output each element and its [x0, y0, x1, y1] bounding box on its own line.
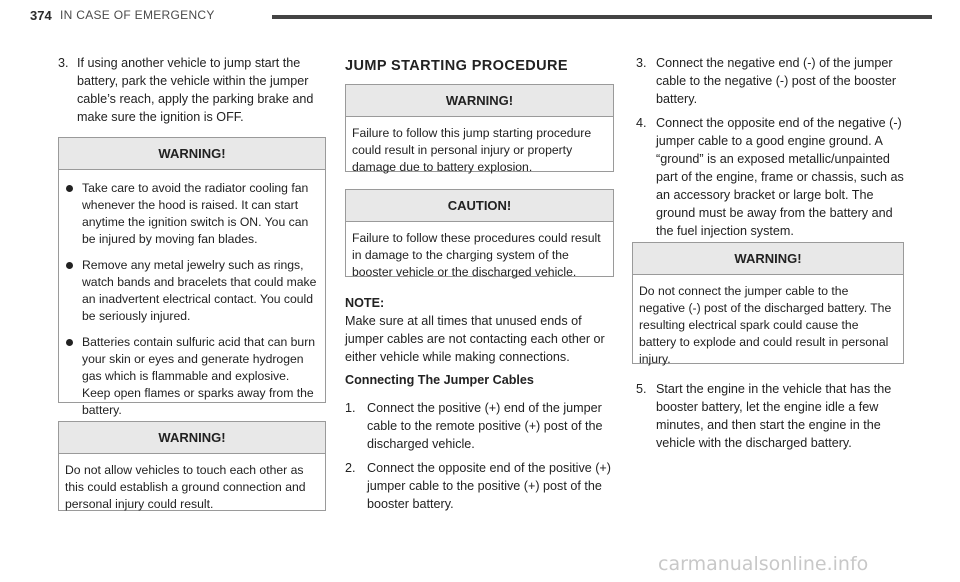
- step-text: Start the engine in the vehicle that has the booster battery, let the engine idle a few minutes, and then start the engine in the vehicle with the discharged battery.: [656, 382, 892, 450]
- section-heading: JUMP STARTING PROCEDURE: [345, 58, 568, 74]
- step-2-connect-positive-booster: [345, 459, 617, 513]
- warning-box-procedure: [345, 84, 614, 172]
- step-number: 2.: [345, 461, 356, 475]
- step-1-connect-positive: [345, 399, 617, 453]
- step-3-park: [58, 54, 328, 126]
- step-number: 1.: [345, 401, 356, 415]
- warning-bullet: Remove any metal jewelry such as rings, watch bands and bracelets that could make an inadvertent electrical contact. You could be seriously injured.: [65, 257, 319, 325]
- caution-box: [345, 189, 614, 277]
- watermark: carmanualsonline.info: [658, 553, 869, 575]
- warning-box-touch: [58, 421, 326, 511]
- warning-title: WARNING!: [59, 138, 325, 170]
- warning-bullet: Batteries contain sulfuric acid that can burn your skin or eyes and generate hydrogen gas which is flammable and explosive. Keep open flames or sparks away from the battery.: [65, 334, 319, 419]
- page-header: [30, 6, 902, 28]
- subheading: Connecting The Jumper Cables: [345, 373, 534, 387]
- warning-title: WARNING!: [346, 85, 613, 117]
- step-text: Connect the opposite end of the positive (+) jumper cable to the positive (+) post of the booster battery.: [367, 461, 611, 511]
- section-title: IN CASE OF EMERGENCY: [60, 8, 215, 22]
- warning-text: Do not allow vehicles to touch each other as this could establish a ground connection and personal injury could result.: [65, 463, 306, 511]
- step-5-start-engine: [636, 380, 904, 452]
- step-number: 5.: [636, 382, 647, 396]
- note-text: Make sure at all times that unused ends of jumper cables are not contacting each other or either vehicle while making connections.: [345, 314, 605, 364]
- step-4-ground: [636, 114, 904, 240]
- note: [345, 294, 617, 366]
- note-label: NOTE:: [345, 296, 385, 310]
- warning-bullet: Take care to avoid the radiator cooling fan whenever the hood is raised. It can start anytime the ignition switch is ON. You can be injured by moving fan blades.: [65, 180, 319, 248]
- warning-text: Do not connect the jumper cable to the negative (-) post of the discharged battery. The resulting electrical spark could cause the battery to explode and could result in personal injury.: [639, 284, 892, 366]
- step-number: 4.: [636, 116, 647, 130]
- step-text: Connect the opposite end of the negative (-) jumper cable to a good engine ground. A “ground” is an exposed metallic/unpainted part of the engine, frame or chassis, such as an accessory bracket or large bolt. The ground must be away from the battery and the fuel injection system.: [656, 116, 904, 238]
- page-number: 374: [30, 8, 52, 23]
- step-text: Connect the negative end (-) of the jumper cable to the negative (-) post of the booster battery.: [656, 56, 897, 106]
- header-rule: [272, 15, 932, 19]
- warning-box-fan: [58, 137, 326, 417]
- warning-title: WARNING!: [633, 243, 903, 275]
- caution-text: Failure to follow these procedures could result in damage to the charging system of the booster vehicle or the discharged vehicle.: [352, 231, 601, 279]
- warning-box-negative: [632, 242, 904, 364]
- step-3-connect-negative: [636, 54, 904, 108]
- step-text: Connect the positive (+) end of the jumper cable to the remote positive (+) post of the discharged vehicle.: [367, 401, 603, 451]
- step-text: If using another vehicle to jump start the battery, park the vehicle within the jumper cable’s reach, apply the parking brake and make sure the ignition is OFF.: [77, 56, 314, 124]
- step-number: 3.: [636, 56, 647, 70]
- warning-text: Failure to follow this jump starting procedure could result in personal injury or property damage due to battery explosion.: [352, 126, 592, 174]
- step-number: 3.: [58, 56, 69, 70]
- warning-title: WARNING!: [59, 422, 325, 454]
- caution-title: CAUTION!: [346, 190, 613, 222]
